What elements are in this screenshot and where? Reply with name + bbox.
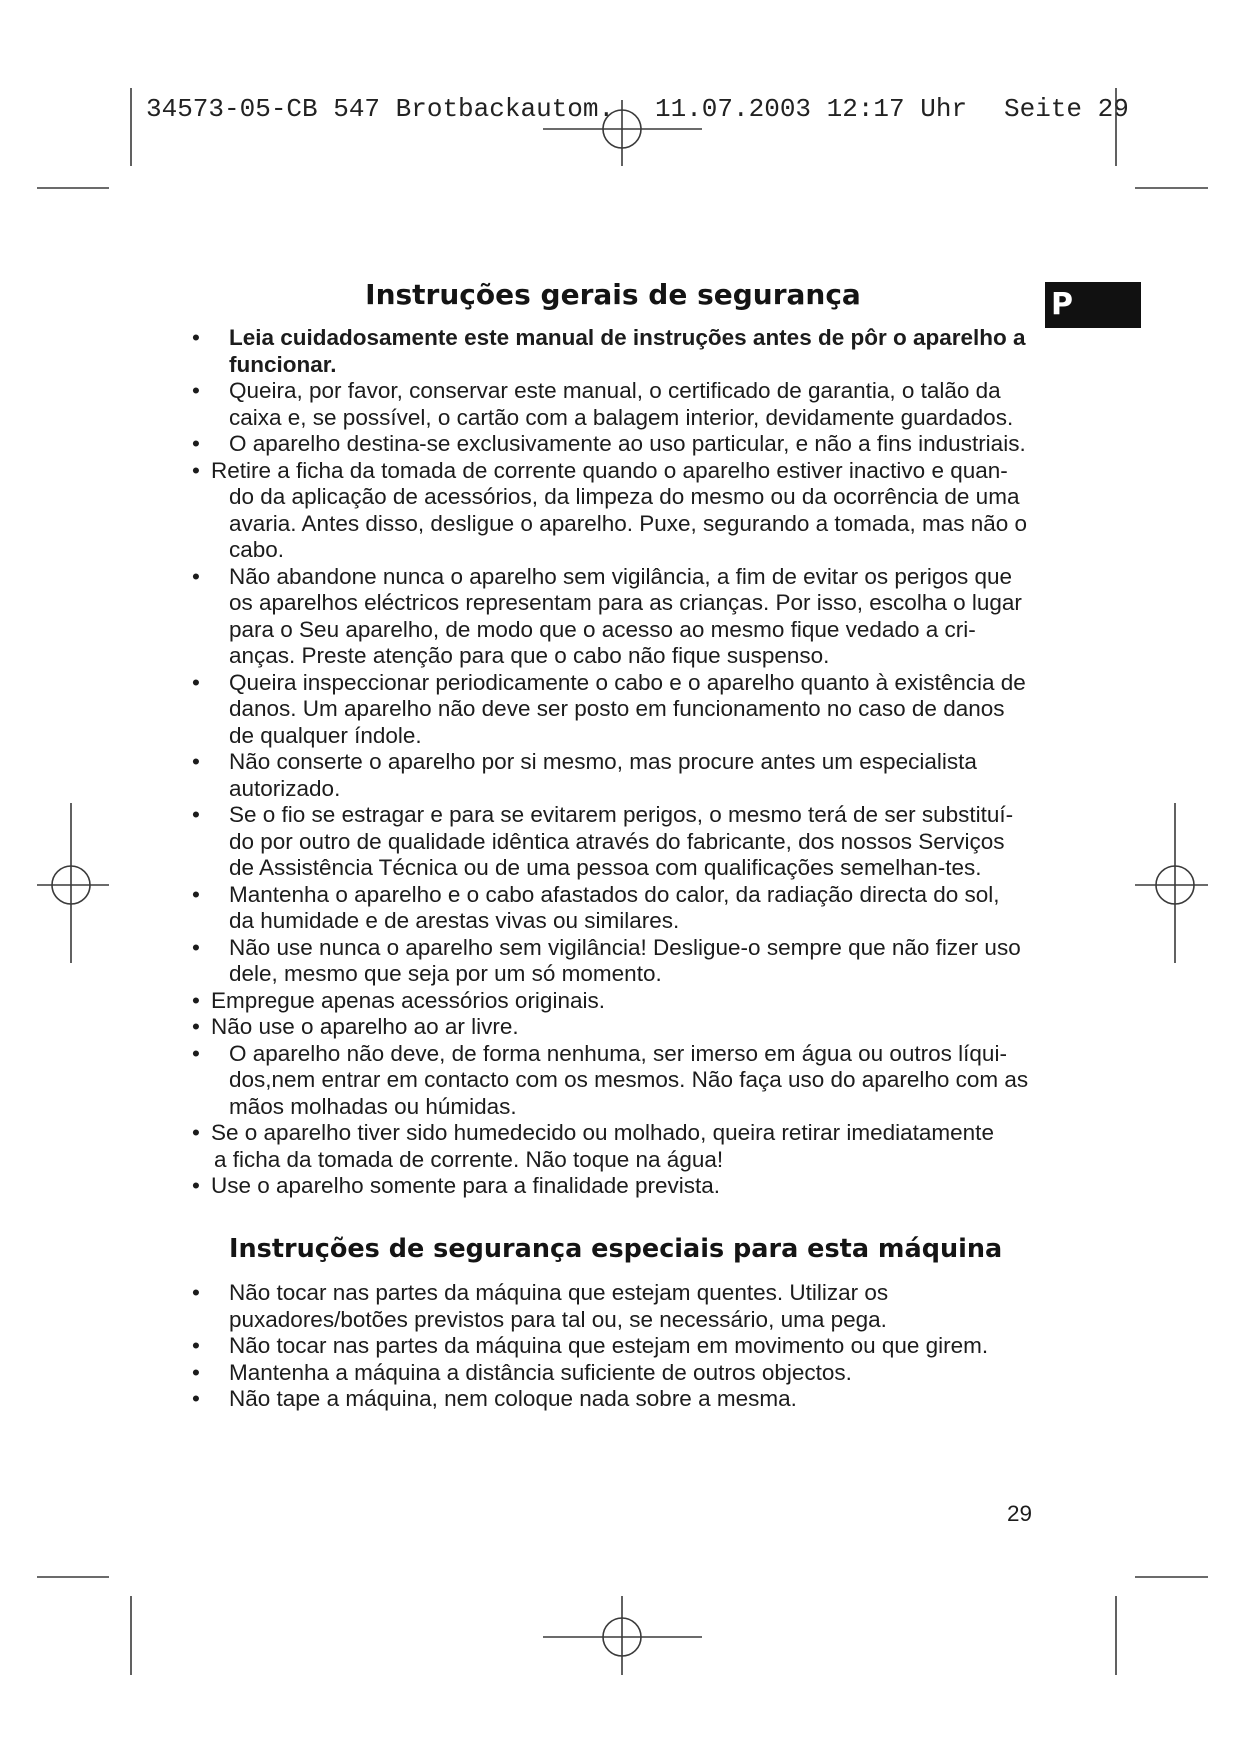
list-item-line <box>0 1280 1241 1307</box>
line-text: do por outro de qualidade idêntica através do fabricante, dos nossos Serviços <box>229 828 1005 854</box>
list-item-line <box>0 1360 1241 1387</box>
line-text: Mantenha a máquina a distância suficiente de outros objectos. <box>229 1359 852 1385</box>
safety-item <box>0 1333 1241 1360</box>
line-text: dos,nem entrar em contacto com os mesmos. Não faça uso do aparelho com as <box>229 1067 1029 1092</box>
line-text: Queira inspeccionar periodicamente o cabo e o aparelho quanto à existência de <box>229 669 1026 695</box>
safety-item <box>0 749 1241 802</box>
list-item-line <box>0 484 1241 511</box>
list-item-line <box>0 458 1241 485</box>
bullet: • <box>192 1280 200 1305</box>
line-text: a ficha da tomada de corrente. Não toque na água! <box>214 1146 724 1172</box>
special-safety-list <box>0 1280 1241 1413</box>
bullet: • <box>192 987 200 1013</box>
list-item-line <box>0 1041 1241 1068</box>
language-tab-label: P <box>1051 287 1073 322</box>
list-item-line <box>0 882 1241 909</box>
safety-item <box>0 325 1241 378</box>
line-text: Retire a ficha da tomada de corrente quando o aparelho estiver inactivo e quan- <box>211 457 1008 483</box>
bullet: • <box>192 802 200 827</box>
line-text: dele, mesmo que seja por um só momento. <box>229 961 662 986</box>
line-text: cabo. <box>229 537 285 562</box>
list-item-line <box>0 537 1241 564</box>
list-item-line <box>0 776 1241 803</box>
bullet: • <box>192 1359 200 1385</box>
line-text: caixa e, se possível, o cartão com a balagem interior, devidamente guardados. <box>229 404 1014 430</box>
list-item-line <box>0 1333 1241 1360</box>
print-slug-job: 34573-05-CB 547 Brotbackautom. <box>146 94 615 124</box>
bullet: • <box>192 1014 200 1039</box>
list-item-line <box>0 1067 1241 1094</box>
safety-item <box>0 882 1241 935</box>
line-text: O aparelho destina-se exclusivamente ao uso particular, e não a fins industriais. <box>229 431 1026 456</box>
line-text: Se o fio se estragar e para se evitarem perigos, o mesmo terá de ser substituí- <box>229 802 1014 827</box>
bullet: • <box>192 934 200 960</box>
line-text: de Assistência Técnica ou de uma pessoa com qualificações semelhan-tes. <box>229 855 982 880</box>
line-text: Não tocar nas partes da máquina que estejam em movimento ou que girem. <box>229 1333 989 1358</box>
list-item-line <box>0 564 1241 591</box>
list-item-line <box>0 1173 1241 1200</box>
safety-item <box>0 431 1241 458</box>
line-text: Use o aparelho somente para a finalidade prevista. <box>211 1173 721 1198</box>
line-text: puxadores/botões previstos para tal ou, se necessário, uma pega. <box>229 1306 887 1332</box>
list-item-line <box>0 1386 1241 1413</box>
bullet: • <box>192 1333 200 1358</box>
bullet: • <box>192 325 200 350</box>
bullet: • <box>192 1040 200 1066</box>
print-slug-page: Seite 29 <box>1004 94 1129 124</box>
safety-item <box>0 1173 1241 1200</box>
list-item-line <box>0 855 1241 882</box>
safety-item <box>0 1280 1241 1333</box>
bullet: • <box>192 378 200 403</box>
safety-item <box>0 378 1241 431</box>
list-item-line <box>0 431 1241 458</box>
bullet: • <box>192 431 200 456</box>
list-item-line <box>0 696 1241 723</box>
line-text: Se o aparelho tiver sido humedecido ou molhado, queira retirar imediatamente <box>211 1120 994 1145</box>
safety-item <box>0 670 1241 750</box>
line-text: Não conserte o aparelho por si mesmo, mas procure antes um especialista <box>229 749 977 774</box>
list-item-line <box>0 802 1241 829</box>
line-text: Leia cuidadosamente este manual de instruções antes de pôr o aparelho a <box>229 325 1026 350</box>
list-item-line <box>0 1120 1241 1147</box>
list-item-line <box>0 352 1241 379</box>
line-text: O aparelho não deve, de forma nenhuma, ser imerso em água ou outros líqui- <box>229 1040 1007 1066</box>
safety-item <box>0 935 1241 988</box>
line-text: para o Seu aparelho, de modo que o acesso ao mesmo fique vedado a cri- <box>229 616 976 642</box>
bullet: • <box>192 1386 200 1411</box>
bullet: • <box>192 881 200 907</box>
line-text: Empregue apenas acessórios originais. <box>211 987 605 1013</box>
list-item-line <box>0 908 1241 935</box>
list-item-line <box>0 405 1241 432</box>
section-title-special-safety: Instruções de segurança especiais para esta máquina <box>229 1234 1003 1264</box>
line-text: Não abandone nunca o aparelho sem vigilância, a fim de evitar os perigos que <box>229 563 1012 589</box>
safety-item <box>0 458 1241 564</box>
line-text: Não tocar nas partes da máquina que estejam quentes. Utilizar os <box>229 1280 889 1305</box>
line-text: os aparelhos eléctricos representam para as crianças. Por isso, escolha o lugar <box>229 590 1022 615</box>
safety-item <box>0 1041 1241 1121</box>
language-tab <box>1045 282 1141 328</box>
safety-item <box>0 988 1241 1015</box>
list-item-line <box>0 723 1241 750</box>
safety-item <box>0 1386 1241 1413</box>
list-item-line <box>0 1014 1241 1041</box>
line-text: do da aplicação de acessórios, da limpeza do mesmo ou da ocorrência de uma <box>229 484 1020 509</box>
safety-item <box>0 1360 1241 1387</box>
list-item-line <box>0 1094 1241 1121</box>
line-text: mãos molhadas ou húmidas. <box>229 1093 517 1119</box>
list-item-line <box>0 378 1241 405</box>
line-text: Não use o aparelho ao ar livre. <box>211 1014 519 1039</box>
page-number: 29 <box>1006 1501 1032 1526</box>
list-item-line <box>0 617 1241 644</box>
registration-circle <box>603 1618 641 1656</box>
line-text: danos. Um aparelho não deve ser posto em funcionamento no caso de danos <box>229 696 1005 721</box>
line-text: avaria. Antes disso, desligue o aparelho. Puxe, segurando a tomada, mas não o <box>229 510 1028 536</box>
line-text: de qualquer índole. <box>229 722 422 748</box>
list-item-line <box>0 829 1241 856</box>
line-text: funcionar. <box>229 351 337 377</box>
list-item-line <box>0 1307 1241 1334</box>
line-text: anças. Preste atenção para que o cabo não fique suspenso. <box>229 643 830 668</box>
bullet: • <box>192 457 200 483</box>
general-safety-list <box>0 325 1241 1200</box>
safety-item <box>0 564 1241 670</box>
line-text: da humidade e de arestas vivas ou similares. <box>229 908 680 933</box>
bullet: • <box>192 669 200 695</box>
list-item-line <box>0 511 1241 538</box>
bullet: • <box>192 1120 200 1145</box>
list-item-line <box>0 961 1241 988</box>
list-item-line <box>0 325 1241 352</box>
bullet: • <box>192 563 200 589</box>
safety-item <box>0 1014 1241 1041</box>
print-slug-date: 11.07.2003 12:17 Uhr <box>655 94 968 124</box>
list-item-line <box>0 749 1241 776</box>
line-text: autorizado. <box>229 775 341 801</box>
registration-mark-bottom <box>543 1596 702 1675</box>
line-text: Não use nunca o aparelho sem vigilância! Desligue-o sempre que não fizer uso <box>229 934 1021 960</box>
bullet: • <box>192 1173 200 1198</box>
list-item-line <box>0 988 1241 1015</box>
list-item-line <box>0 1147 1241 1174</box>
safety-item <box>0 802 1241 882</box>
section-title-general-safety: Instruções gerais de segurança <box>365 278 861 311</box>
safety-item <box>0 1120 1241 1173</box>
list-item-line <box>0 935 1241 962</box>
bullet: • <box>192 749 200 774</box>
list-item-line <box>0 590 1241 617</box>
line-text: Não tape a máquina, nem coloque nada sobre a mesma. <box>229 1386 797 1411</box>
list-item-line <box>0 643 1241 670</box>
line-text: Mantenha o aparelho e o cabo afastados do calor, da radiação directa do sol, <box>229 881 1000 907</box>
line-text: Queira, por favor, conservar este manual, o certificado de garantia, o talão da <box>229 378 1001 403</box>
list-item-line <box>0 670 1241 697</box>
